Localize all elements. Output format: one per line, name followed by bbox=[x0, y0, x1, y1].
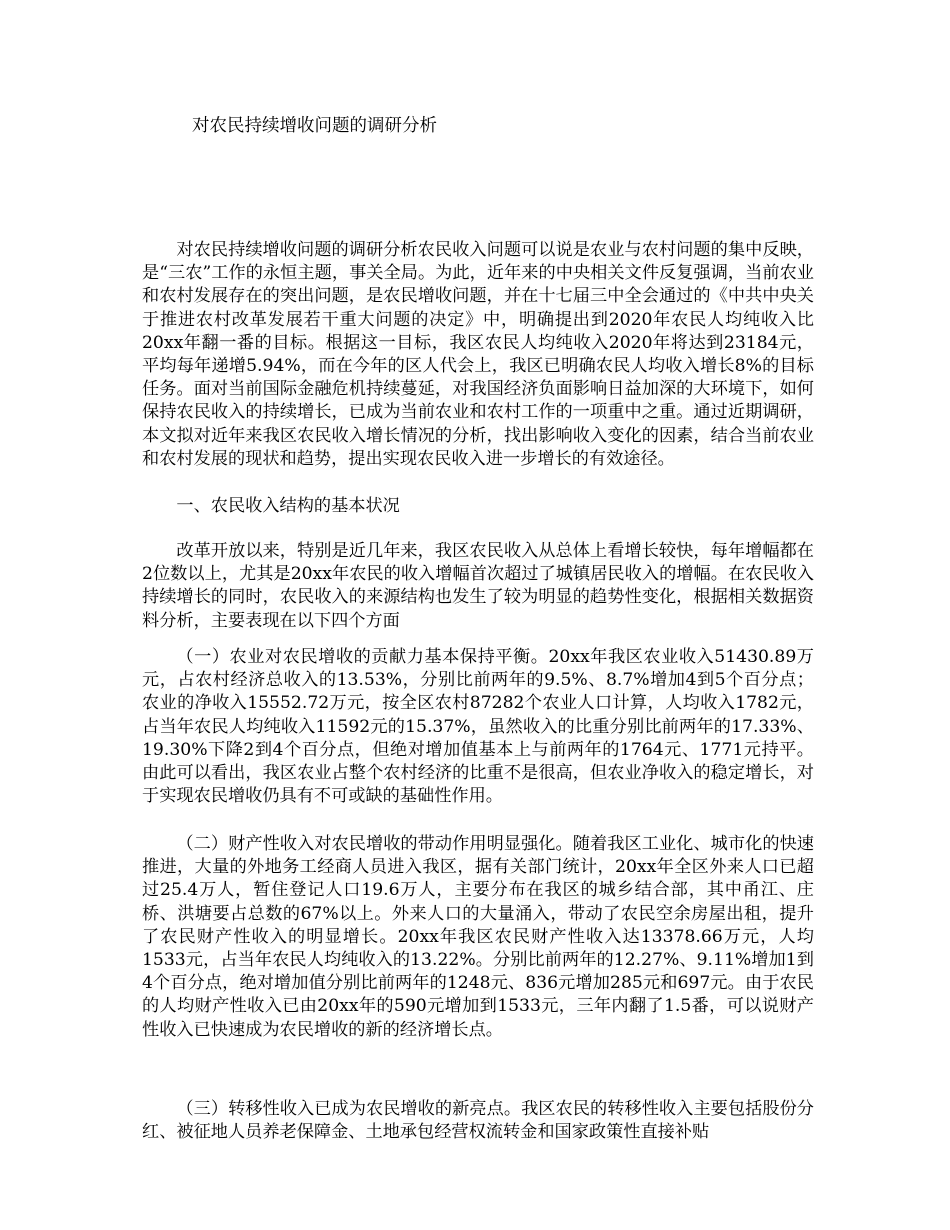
item3-paragraph: （三）转移性收入已成为农民增收的新亮点。我区农民的转移性收入主要包括股份分红、被征地人员养老保障金、土地承包经营权流转金和国家政策性直接补贴 bbox=[142, 1099, 814, 1143]
item1-paragraph: （一）农业对农民增收的贡献力基本保持平衡。20xx年我区农业收入51430.89万元，占农村经济总收入的13.53%，分别比前两年的9.5%、8.7%增加4到5个百分点；农业的净收入15552.72万元，按全区农村87282个农业人口计算，人均收入1782元，占当年农民人均纯收入11592元的15.37%，虽然收入的比重分别比前两年的17.33%、19.30%下降2到4个百分点，但绝对增加值基本上与前两年的1764元、1771元持平。由此可以看出，我区农业占整个农村经济的比重不是很高，但农业净收入的稳定增长，对于实现农民增收仍具有不可或缺的基础性作用。 bbox=[142, 647, 814, 807]
document-title: 对农民持续增收问题的调研分析 bbox=[192, 116, 437, 136]
intro-paragraph: 对农民持续增收问题的调研分析农民收入问题可以说是农业与农村问题的集中反映，是“三农”工作的永恒主题，事关全局。为此，近年来的中央相关文件反复强调，当前农业和农村发展存在的突出问题，是农民增收问题，并在十七届三中全会通过的《中共中央关于推进农村改革发展若干重大问题的决定》中，明确提出到2020年农民人均纯收入比20xx年翻一番的目标。根据这一目标，我区农民人均纯收入2020年将达到23184元，平均每年递增5.94%，而在今年的区人代会上，我区已明确农民人均收入增长8%的目标任务。面对当前国际金融危机持续蔓延，对我国经济负面影响日益加深的大环境下，如何保持农民收入的持续增长，已成为当前农业和农村工作的一项重中之重。通过近期调研，本文拟对近年来我区农民收入增长情况的分析，找出影响收入变化的因素，结合当前农业和农村发展的现状和趋势，提出实现农民收入进一步增长的有效途径。 bbox=[142, 240, 814, 469]
section-heading: 一、农民收入结构的基本状况 bbox=[176, 496, 400, 516]
overview-paragraph: 改革开放以来，特别是近几年来，我区农民收入从总体上看增长较快，每年增幅都在2位数以上，尤其是20xx年农民的收入增幅首次超过了城镇居民收入的增幅。在农民收入持续增长的同时，农民收入的来源结构也发生了较为明显的趋势性变化，根据相关数据资料分析，主要表现在以下四个方面 bbox=[142, 541, 814, 631]
item2-paragraph: （二）财产性收入对农民增收的带动作用明显强化。随着我区工业化、城市化的快速推进，大量的外地务工经商人员进入我区，据有关部门统计，20xx年全区外来人口已超过25.4万人，暂住登记人口19.6万人，主要分布在我区的城乡结合部，其中甬江、庄桥、洪塘要占总数的67%以上。外来人口的大量涌入，带动了农民空余房屋出租，提升了农民财产性收入的明显增长。20xx年我区农民财产性收入达13378.66万元，人均1533元，占当年农民人均纯收入的13.22%。分别比前两年的12.27%、9.11%增加1到4个百分点，绝对增加值分别比前两年的1248元、836元增加285元和697元。由于农民的人均财产性收入已由20xx年的590元增加到1533元，三年内翻了1.5番，可以说财产性收入已快速成为农民增收的新的经济增长点。 bbox=[142, 834, 814, 1040]
